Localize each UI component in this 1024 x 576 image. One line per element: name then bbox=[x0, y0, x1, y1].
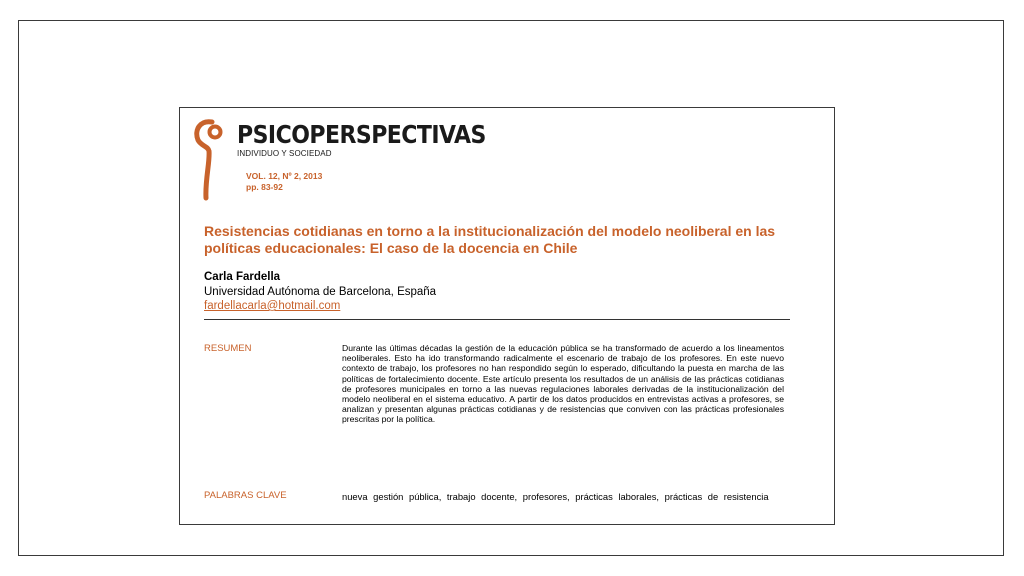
author-affiliation: Universidad Autónoma de Barcelona, España bbox=[204, 286, 437, 298]
abstract-text: Durante las últimas décadas la gestión de la educación pública se ha transformado de acuerdo a los lineamentos neoliberales. Esto ha ido transformando radicalmente el escenario de trabajo de los profesores. En este nuevo contexto de trabajo, los profesores no han respondido según lo esperado, dificultando la puesta en marcha de las políticas de fortalecimiento docente. Este artículo presenta los resultados de un análisis de las prácticas cotidianas de profesores municipales en torno a las nuevas regulaciones laborales derivadas de la institucionalización del modelo neoliberal en el sistema educativo. A partir de los datos producidos en entrevistas activas a profesores, se analizan y presentan algunas prácticas cotidianas y de resistencias que conviven con las prácticas profesionales prescritas por la política. bbox=[342, 343, 784, 425]
keywords-text: nueva gestión pública, trabajo docente, profesores, prácticas laborales, prácticas de resistencia bbox=[342, 491, 769, 502]
author-name: Carla Fardella bbox=[204, 271, 281, 283]
journal-logo-icon bbox=[192, 118, 226, 202]
header-divider bbox=[204, 319, 790, 320]
document-page bbox=[179, 107, 835, 525]
volume-info bbox=[246, 171, 322, 193]
article-title: Resistencias cotidianas en torno a la institucionalización del modelo neoliberal en las políticas educacionales: El caso de la docencia en Chile bbox=[204, 223, 776, 256]
slide-frame bbox=[18, 20, 1004, 556]
page-range: pp. 83-92 bbox=[246, 182, 283, 192]
volume-number: VOL. 12, Nº 2, 2013 bbox=[246, 171, 323, 181]
keywords-label: PALABRAS CLAVE bbox=[204, 490, 287, 501]
author-email-link[interactable]: fardellacarla@hotmail.com bbox=[204, 300, 341, 312]
journal-name: PSICOPERSPECTIVAS bbox=[237, 120, 486, 149]
abstract-label: RESUMEN bbox=[204, 343, 252, 354]
journal-subtitle: INDIVIDUO Y SOCIEDAD bbox=[237, 149, 332, 158]
